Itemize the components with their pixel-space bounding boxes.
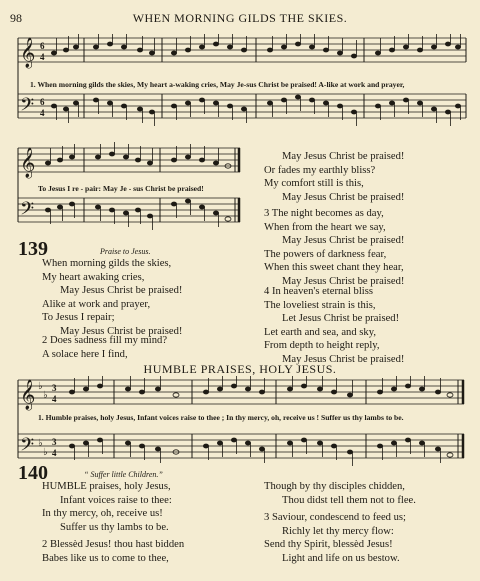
- hymn-139-verse-4: [264, 285, 404, 366]
- verse-line: May Jesus Christ be praised!: [60, 325, 183, 337]
- verse-line: May Jesus Christ be praised!: [282, 151, 405, 162]
- verse-line: Let Jesus Christ be praised!: [282, 313, 400, 324]
- verse-line: When from the heart we say,: [264, 221, 386, 233]
- hymn-139-verse-2-continued: [264, 150, 404, 204]
- svg-text:6: 6: [40, 41, 45, 51]
- svg-text:4: 4: [52, 394, 57, 404]
- verse-line: The loveliest strain is this,: [264, 299, 376, 311]
- hymn-139-number: 139: [18, 238, 48, 260]
- hymn-139-verse-1: [42, 257, 182, 338]
- treble-clef-icon: 𝄞: [20, 38, 36, 67]
- svg-text:3: 3: [52, 437, 57, 447]
- verse-line: 2 Does sadness fill my mind?: [42, 335, 168, 346]
- verse-line: May Jesus Christ be praised!: [60, 285, 183, 296]
- verse-line: May Jesus Christ be praised!: [282, 235, 405, 246]
- verse-line: When morning gilds the skies,: [42, 258, 172, 269]
- verse-line: Or fades my earthly bliss?: [264, 164, 376, 176]
- hymn-140-number: 140: [18, 462, 48, 484]
- verse-line: A solace here I find,: [42, 348, 128, 360]
- hymn-139-lyric-line-2: To Jesus I re - pair: May Je - sus Christ be praised!: [38, 184, 204, 193]
- verse-line: May Jesus Christ be praised!: [282, 191, 405, 203]
- verse-line: 4 In heaven's eternal bliss: [264, 286, 373, 297]
- verse-line: 2 Blessèd Jesus! thou hast bidden: [42, 539, 185, 550]
- verse-line: Babes like us to come to thee,: [42, 552, 169, 564]
- verse-line: Light and life on us bestow.: [282, 552, 400, 564]
- verse-line: Infant voices raise to thee:: [60, 494, 172, 506]
- hymn-140-verse-1: [42, 480, 172, 534]
- bass-staff: [18, 94, 466, 118]
- bass-clef-icon: 𝄢: [20, 94, 35, 119]
- verse-line: HUMBLE praises, holy Jesus,: [42, 481, 171, 492]
- treble-clef-icon: 𝄞: [20, 148, 36, 177]
- hymn-140-verse-2-continued: [264, 480, 416, 507]
- flat-icon: ♭: [43, 447, 48, 458]
- verse-line: The powers of darkness fear,: [264, 248, 387, 260]
- verse-line: May Jesus Christ be praised!: [282, 275, 405, 287]
- hymn-140-score: [14, 376, 470, 476]
- verse-line: When this sweet chant they hear,: [264, 262, 404, 273]
- hymn-139-score-system-1: [14, 34, 470, 146]
- verse-line: Let earth and sea, and sky,: [264, 326, 376, 338]
- hymn-139-lyric-line-1: 1. When morning gilds the skies, My heart a-waking cries, May Je-sus Christ be praised! A-like at work and prayer,: [30, 80, 405, 89]
- verse-line: My comfort still is this,: [264, 178, 364, 189]
- flat-icon: ♭: [38, 381, 43, 392]
- verse-line: Send thy Spirit, blessèd Jesus!: [264, 539, 393, 550]
- verse-line: Richly let thy mercy flow:: [282, 525, 394, 537]
- verse-line: Alike at work and prayer,: [42, 298, 151, 310]
- hymn-139-verse-2: [42, 334, 167, 361]
- verse-line: Though by thy disciples chidden,: [264, 481, 405, 492]
- flat-icon: ♭: [38, 438, 43, 449]
- svg-text:4: 4: [52, 448, 57, 458]
- verse-line: From depth to height reply,: [264, 340, 380, 351]
- hymn-140-lyric-line-1: 1. Humble praises, holy Jesus, Infant voices raise to thee ; In thy mercy, oh, receive us ! Suffer us thy lambs to be.: [38, 413, 404, 422]
- svg-text:4: 4: [40, 52, 45, 62]
- verse-line: Thou didst tell them not to flee.: [282, 494, 416, 506]
- hymn-139-caption: Praise to Jesus.: [100, 247, 151, 256]
- bass-clef-icon: 𝄢: [20, 198, 35, 223]
- hymn-140-verse-2: [42, 538, 184, 565]
- verse-line: To Jesus I repair;: [42, 312, 115, 323]
- page-number: 98: [10, 11, 22, 25]
- svg-text:6: 6: [40, 97, 45, 107]
- hymn-140-tune-title: HUMBLE PRAISES, HOLY JESUS.: [143, 362, 337, 376]
- verse-line: 3 Saviour, condescend to feed us;: [264, 512, 406, 523]
- verse-line: My heart awaking cries,: [42, 271, 145, 283]
- flat-icon: ♭: [43, 390, 48, 401]
- hymn-139-tune-title: WHEN MORNING GILDS THE SKIES.: [132, 11, 348, 25]
- svg-text:3: 3: [52, 383, 57, 393]
- hymn-140-verse-3: [264, 511, 406, 565]
- verse-line: May Jesus Christ be praised!: [282, 353, 405, 365]
- bass-clef-icon: 𝄢: [20, 434, 35, 459]
- hymn-139-verse-3: [264, 207, 404, 288]
- verse-line: 3 The night becomes as day,: [264, 208, 384, 219]
- hymn-140-caption: “ Suffer little Children.”: [84, 470, 163, 479]
- treble-clef-icon: 𝄞: [20, 380, 36, 409]
- verse-line: In thy mercy, oh, receive us!: [42, 508, 163, 519]
- verse-line: Suffer us thy lambs to be.: [60, 521, 169, 533]
- svg-text:4: 4: [40, 108, 45, 118]
